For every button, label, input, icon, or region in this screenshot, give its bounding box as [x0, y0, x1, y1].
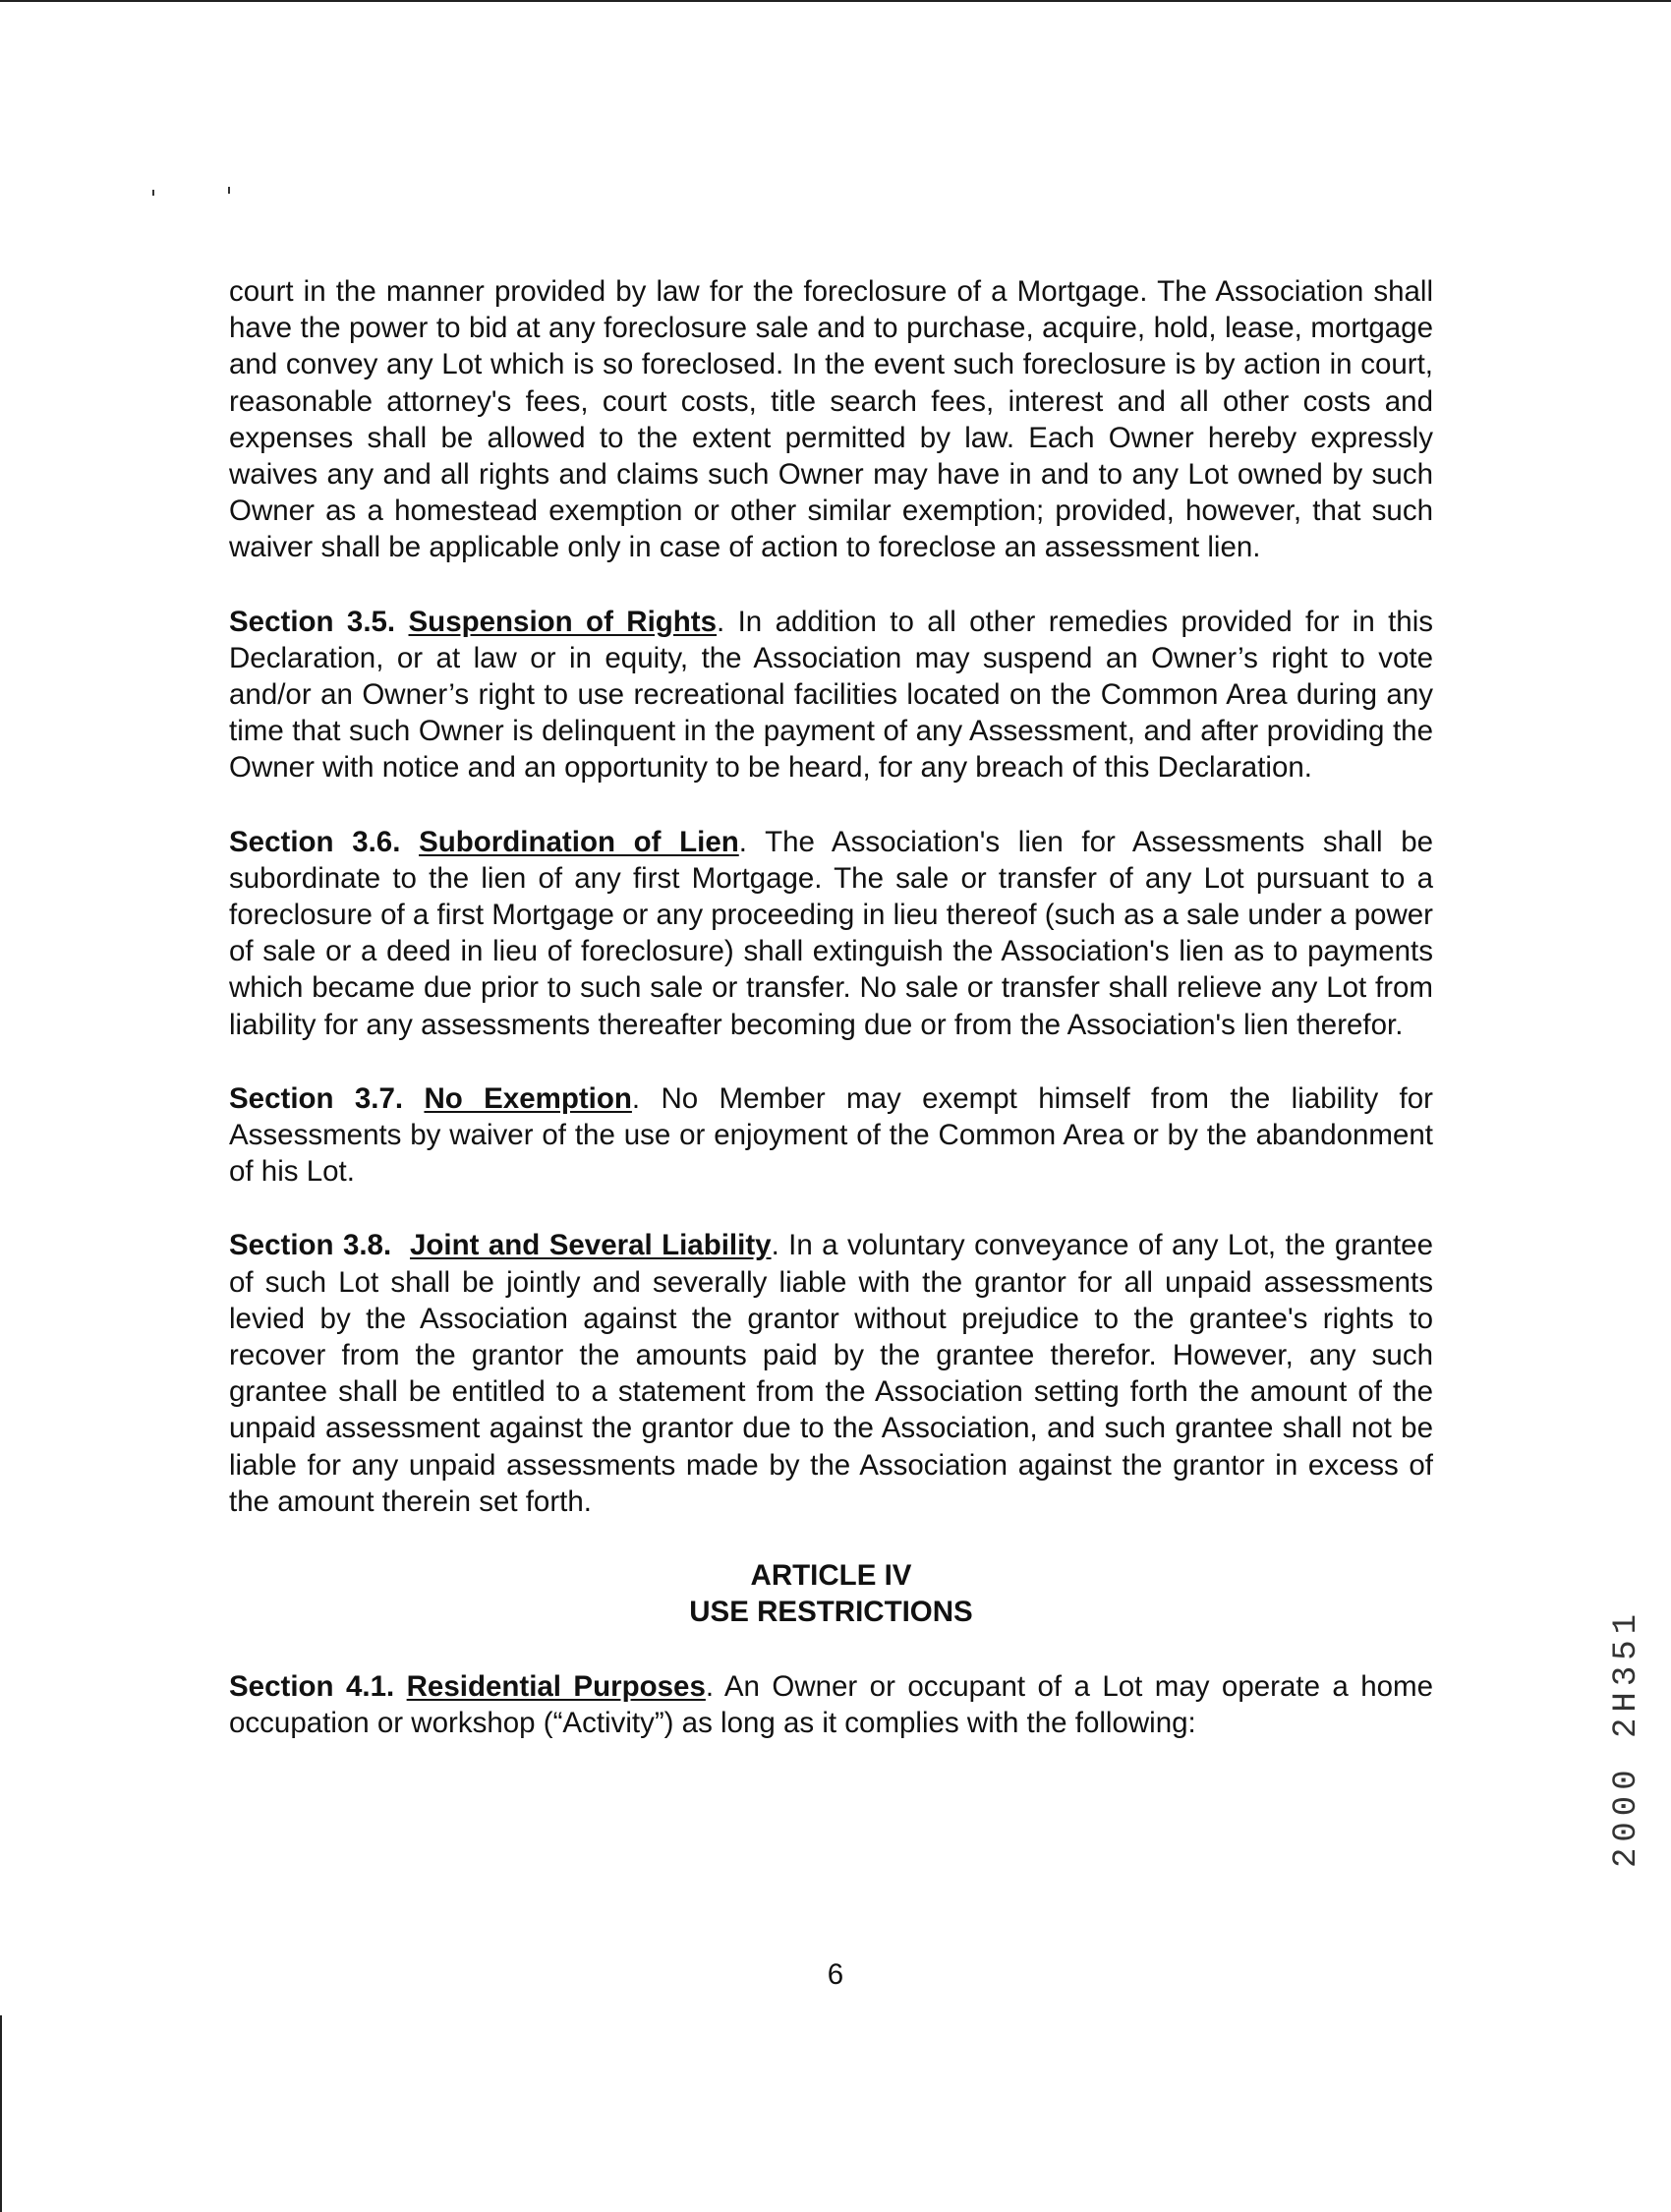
section-3-8: [229, 1227, 1433, 1520]
section-number: Section 3.6.: [229, 825, 401, 858]
article-heading: [229, 1557, 1433, 1630]
section-title: Joint and Several Liability: [409, 1229, 772, 1262]
scan-artifact: [228, 187, 230, 194]
section-3-5: [229, 604, 1433, 786]
article-title: USE RESTRICTIONS: [689, 1596, 973, 1629]
top-scan-edge: [0, 0, 1671, 2]
section-title: Subordination of Lien: [419, 825, 739, 858]
section-title: No Exemption: [424, 1081, 632, 1115]
scan-artifact: [152, 190, 154, 196]
section-text: . In a voluntary conveyance of any Lot, the grantee of such Lot shall be jointly and severally liable with the grantor for all unpaid assessments levied by the Association against the grantor without prejudice to the grantee's rights to recover from the grantor the amounts paid by the grantee therefor. However, any such grantee shall be entitled to a statement from the Association setting forth the amount of the unpaid assessment against the grantor due to the Association, and such grantee shall not be liable for any unpaid assessments made by the Association against the grantor in excess of the amount therein set forth.: [229, 1229, 1433, 1518]
section-text: . In addition to all other remedies provided for in this Declaration, or at law or in equity, the Association may suspend an Owner’s right to vote and/or an Owner’s right to use recreational facilities located on the Common Area during any time that such Owner is delinquent in the payment of any Assessment, and after providing the Owner with notice and an opportunity to be heard, for any breach of this Declaration.: [229, 605, 1433, 785]
section-3-7: [229, 1080, 1433, 1191]
section-title: Residential Purposes: [406, 1669, 706, 1703]
section-3-6: [229, 824, 1433, 1043]
section-number: Section 3.8.: [229, 1229, 392, 1262]
left-scan-edge: [0, 2015, 2, 2212]
section-title: Suspension of Rights: [408, 605, 718, 638]
section-number: Section 4.1.: [229, 1669, 395, 1703]
section-4-1: [229, 1668, 1433, 1741]
section-number: Section 3.7.: [229, 1081, 404, 1115]
section-text: . An Owner or occupant of a Lot may operate a home occupation or workshop (“Activity”) as long as it complies with the following:: [229, 1669, 1434, 1739]
page-number: 6: [827, 1958, 844, 1991]
continuation-paragraph: court in the manner provided by law for the foreclosure of a Mortgage. The Association shall have the power to bid at any foreclosure sale and to purchase, acquire, hold, lease, mortgage and convey any Lot which is so foreclosed. In the event such foreclosure is by action in court, reasonable attorney's fees, court costs, title search fees, interest and all other costs and expenses shall be allowed to the extent permitted by law. Each Owner hereby expressly waives any and all rights and claims such Owner may have in and to any Lot owned by such Owner as a homestead exemption or other similar exemption; provided, however, that such waiver shall be applicable only in case of action to foreclose an assessment lien.: [229, 275, 1433, 564]
document-body: [229, 273, 1433, 1778]
section-text: . No Member may exempt himself from the liability for Assessments by waiver of the use or enjoyment of the Common Area or by the abandonment of his Lot.: [229, 1081, 1433, 1189]
section-number: Section 3.5.: [229, 605, 396, 638]
article-label: ARTICLE IV: [750, 1559, 912, 1593]
margin-recording-stamp: 2000 2H351: [1608, 1607, 1645, 1868]
section-text: . The Association's lien for Assessments shall be subordinate to the lien of any first Mortgage. The sale or transfer of any Lot pursuant to a foreclosure of a first Mortgage or any proceeding in lieu thereof (such as a sale under a power of sale or a deed in lieu of foreclosure) shall extinguish the Association's lien as to payments which became due prior to such sale or transfer. No sale or transfer shall relieve any Lot from liability for any assessments thereafter becoming due or from the Association's lien therefor.: [229, 825, 1434, 1041]
